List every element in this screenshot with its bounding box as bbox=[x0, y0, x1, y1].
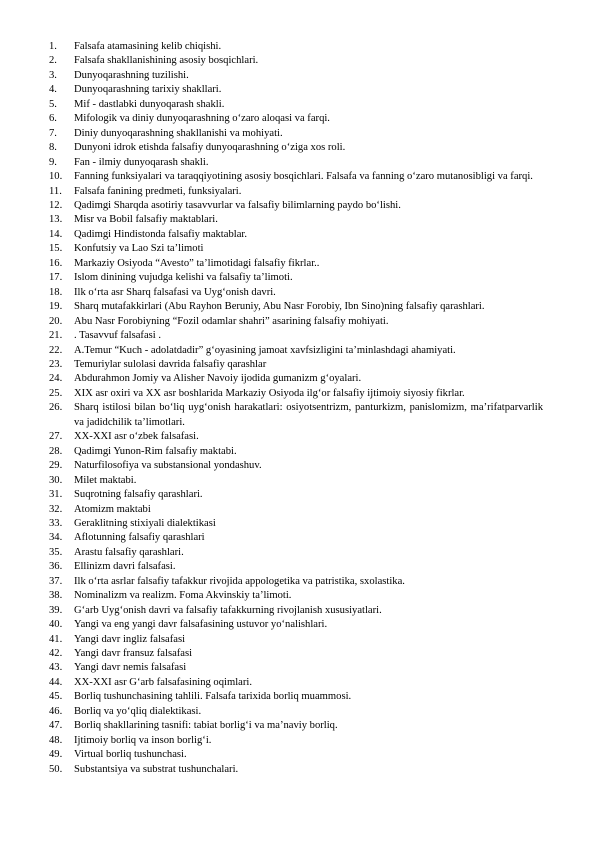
list-item bbox=[49, 271, 543, 285]
list-item bbox=[49, 575, 543, 589]
list-item-number: 2. bbox=[49, 55, 57, 67]
list-item-text: Ilk o‘rta asrlar falsafiy tafakkur rivojida appologetika va patristika, sxolastika. bbox=[74, 575, 405, 587]
list-item bbox=[49, 83, 543, 97]
list-item-number: 30. bbox=[49, 474, 63, 486]
list-item-number: 23. bbox=[49, 358, 63, 370]
list-item-number: 9. bbox=[49, 156, 57, 168]
list-item bbox=[49, 430, 543, 444]
list-item bbox=[49, 517, 543, 531]
list-item-number: 48. bbox=[49, 734, 63, 746]
list-item-number: 28. bbox=[49, 445, 63, 457]
list-item-text: Aflotunning falsafiy qarashlari bbox=[74, 532, 205, 544]
list-item-number: 27. bbox=[49, 431, 63, 443]
list-item-text: Ilk o‘rta asr Sharq falsafasi va Uyg‘onish davri. bbox=[74, 286, 276, 298]
list-item-number: 40. bbox=[49, 619, 63, 631]
list-item bbox=[49, 748, 543, 762]
list-item-text: Fanning funksiyalari va taraqqiyotining asosiy bosqichlari. Falsafa va fanning o‘zaro mutanosibligi va farqi. bbox=[74, 171, 533, 183]
list-item-number: 1. bbox=[49, 41, 57, 52]
list-item bbox=[49, 488, 543, 502]
list-item-text: Geraklitning stixiyali dialektikasi bbox=[74, 517, 216, 529]
list-item-number: 35. bbox=[49, 546, 63, 558]
list-item-number: 32. bbox=[49, 503, 63, 515]
list-item bbox=[49, 546, 543, 560]
list-item-text: XIX asr oxiri va XX asr boshlarida Markaziy Osiyoda ilg‘or falsafiy ijtimoiy siyosiy fikrlar. bbox=[74, 387, 465, 399]
list-item-number: 20. bbox=[49, 315, 63, 327]
list-item bbox=[49, 185, 543, 199]
list-item bbox=[49, 54, 543, 68]
list-item-number: 16. bbox=[49, 257, 63, 269]
list-item-number: 18. bbox=[49, 286, 63, 298]
list-item bbox=[49, 705, 543, 719]
list-item-text: Misr va Bobil falsafiy maktablari. bbox=[74, 214, 218, 226]
list-item bbox=[49, 40, 543, 54]
list-item-number: 44. bbox=[49, 676, 63, 688]
list-item bbox=[49, 300, 543, 314]
list-item bbox=[49, 445, 543, 459]
list-item bbox=[49, 170, 543, 184]
list-item-text: Konfutsiy va Lao Szi ta’limoti bbox=[74, 243, 204, 255]
list-item-text: Yangi va eng yangi davr falsafasining ustuvor yo‘nalishlari. bbox=[74, 619, 328, 631]
list-item bbox=[49, 315, 543, 329]
list-item-text: Virtual borliq tushunchasi. bbox=[74, 749, 187, 761]
list-item-text: Mifologik va diniy dunyoqarashning o‘zaro aloqasi va farqi. bbox=[74, 113, 330, 125]
list-item bbox=[49, 719, 543, 733]
list-item-number: 6. bbox=[49, 113, 57, 125]
list-item-text: Dunyoni idrok etishda falsafiy dunyoqarashning o‘ziga xos roli. bbox=[74, 142, 346, 154]
list-item bbox=[49, 387, 543, 401]
list-item-number: 50. bbox=[49, 763, 63, 775]
list-item-text: Substantsiya va substrat tushunchalari. bbox=[74, 763, 239, 775]
list-item bbox=[49, 560, 543, 574]
question-list bbox=[49, 40, 543, 777]
list-item-text: Milet maktabi. bbox=[74, 474, 137, 486]
list-item bbox=[49, 372, 543, 386]
list-item bbox=[49, 647, 543, 661]
list-item-text: Yangi davr fransuz falsafasi bbox=[74, 648, 193, 660]
list-item-number: 24. bbox=[49, 373, 63, 385]
list-item-number: 4. bbox=[49, 84, 57, 96]
list-item-number: 14. bbox=[49, 228, 63, 240]
list-item-text: Naturfilosofiya va substansional yondashuv. bbox=[74, 460, 262, 472]
list-item-number: 7. bbox=[49, 127, 57, 139]
list-item-number: 37. bbox=[49, 575, 63, 587]
list-item-text: Qadimgi Sharqda asotiriy tasavvurlar va falsafiy bilimlarning paydo bo‘lishi. bbox=[74, 199, 401, 211]
list-item bbox=[49, 213, 543, 227]
list-item-text: Abu Nasr Forobiyning “Fozil odamlar shahri” asarining falsafiy mohiyati. bbox=[74, 315, 389, 327]
list-item-number: 25. bbox=[49, 387, 63, 399]
list-item-text: A.Temur “Kuch - adolatdadir” g‘oyasining jamoat xavfsizligini ta’minlashdagi ahamiyati. bbox=[74, 344, 456, 356]
list-item-number: 17. bbox=[49, 272, 63, 284]
list-item-number: 10. bbox=[49, 171, 63, 183]
list-item-number: 31. bbox=[49, 489, 63, 501]
list-item-number: 49. bbox=[49, 749, 63, 761]
list-item-number: 26. bbox=[49, 402, 63, 414]
list-item-number: 21. bbox=[49, 330, 63, 342]
list-item bbox=[49, 286, 543, 300]
list-item bbox=[49, 156, 543, 170]
list-item bbox=[49, 199, 543, 213]
list-item-text: Borliq tushunchasining tahlili. Falsafa tarixida borliq muammosi. bbox=[74, 691, 352, 703]
list-item-text: Yangi davr ingliz falsafasi bbox=[74, 633, 186, 645]
list-item bbox=[49, 228, 543, 242]
list-item-text: Borliq va yo‘qliq dialektikasi. bbox=[74, 705, 202, 717]
list-item-number: 34. bbox=[49, 532, 63, 544]
list-item-text: Fan - ilmiy dunyoqarash shakli. bbox=[74, 156, 209, 168]
list-item bbox=[49, 127, 543, 141]
list-item-text: Falsafa fanining predmeti, funksiyalari. bbox=[74, 185, 242, 197]
list-item-text: Qadimgi Hindistonda falsafiy maktablar. bbox=[74, 228, 247, 240]
list-item-text: Sharq istilosi bilan bo‘liq uyg‘onish harakatlari: osiyotsentrizm, panturkizm, panislomizm, ma’rifatparvarlik va jadidchilik ta’limotlari. bbox=[74, 402, 543, 428]
list-item-number: 12. bbox=[49, 199, 63, 211]
list-item-text: Dunyoqarashning tuzilishi. bbox=[74, 69, 189, 81]
list-item bbox=[49, 401, 543, 430]
list-item-text: Atomizm maktabi bbox=[74, 503, 151, 515]
list-item-number: 38. bbox=[49, 590, 63, 602]
list-item bbox=[49, 257, 543, 271]
list-item-text: Ellinizm davri falsafasi. bbox=[74, 561, 176, 573]
list-item-text: Markaziy Osiyoda “Avesto” ta’limotidagi falsafiy fikrlar.. bbox=[74, 257, 320, 269]
list-item-text: Dunyoqarashning tarixiy shakllari. bbox=[74, 84, 222, 96]
list-item-number: 45. bbox=[49, 691, 63, 703]
list-item bbox=[49, 242, 543, 256]
list-item-text: Borliq shakllarining tasnifi: tabiat borlig‘i va ma’naviy borliq. bbox=[74, 720, 338, 732]
list-item-text: Falsafa shakllanishining asosiy bosqichlari. bbox=[74, 55, 259, 67]
list-item bbox=[49, 618, 543, 632]
list-item-text: Diniy dunyoqarashning shakllanishi va mohiyati. bbox=[74, 127, 283, 139]
list-item-number: 22. bbox=[49, 344, 63, 356]
list-item-number: 13. bbox=[49, 214, 63, 226]
list-item-text: Ijtimoiy borliq va inson borlig‘i. bbox=[74, 734, 212, 746]
list-item-text: Sharq mutafakkirlari (Abu Rayhon Beruniy, Abu Nasr Forobiy, Ibn Sino)ning falsafiy qarashlari. bbox=[74, 301, 485, 313]
list-item bbox=[49, 474, 543, 488]
list-item bbox=[49, 763, 543, 777]
list-item-text: Temuriylar sulolasi davrida falsafiy qarashlar bbox=[74, 358, 267, 370]
list-item-number: 8. bbox=[49, 142, 57, 154]
list-item bbox=[49, 531, 543, 545]
list-item bbox=[49, 141, 543, 155]
list-item-number: 19. bbox=[49, 301, 63, 313]
list-item-number: 29. bbox=[49, 460, 63, 472]
list-item bbox=[49, 69, 543, 83]
list-item-number: 5. bbox=[49, 98, 57, 110]
list-item-number: 47. bbox=[49, 720, 63, 732]
list-item-text: XX-XXI asr G‘arb falsafasining oqimlari. bbox=[74, 676, 252, 688]
list-item bbox=[49, 690, 543, 704]
list-item-number: 46. bbox=[49, 705, 63, 717]
list-item bbox=[49, 503, 543, 517]
list-item-text: Mif - dastlabki dunyoqarash shakli. bbox=[74, 98, 225, 110]
list-item-number: 33. bbox=[49, 517, 63, 529]
list-item bbox=[49, 459, 543, 473]
list-item bbox=[49, 589, 543, 603]
list-item-text: XX-XXI asr o‘zbek falsafasi. bbox=[74, 431, 199, 443]
list-item bbox=[49, 676, 543, 690]
list-item-text: G‘arb Uyg‘onish davri va falsafiy tafakkurning rivojlanish xususiyatlari. bbox=[74, 604, 382, 616]
list-item bbox=[49, 329, 543, 343]
list-item-text: Islom dinining vujudga kelishi va falsafiy ta’limoti. bbox=[74, 272, 293, 284]
list-item bbox=[49, 112, 543, 126]
list-item-number: 43. bbox=[49, 662, 63, 674]
list-item-number: 41. bbox=[49, 633, 63, 645]
list-item-text: Suqrotning falsafiy qarashlari. bbox=[74, 489, 203, 501]
list-item-number: 15. bbox=[49, 243, 63, 255]
list-item-text: . Tasavvuf falsafasi . bbox=[74, 330, 162, 342]
list-item-number: 11. bbox=[49, 185, 62, 197]
list-item bbox=[49, 661, 543, 675]
list-item-text: Nominalizm va realizm. Foma Akvinskiy ta’limoti. bbox=[74, 590, 292, 602]
list-item-number: 3. bbox=[49, 69, 57, 81]
list-item-text: Abdurahmon Jomiy va Alisher Navoiy ijodida gumanizm g‘oyalari. bbox=[74, 373, 362, 385]
list-item-text: Yangi davr nemis falsafasi bbox=[74, 662, 187, 674]
list-item bbox=[49, 604, 543, 618]
list-item bbox=[49, 98, 543, 112]
list-item-number: 42. bbox=[49, 648, 63, 660]
list-item-text: Qadimgi Yunon-Rim falsafiy maktabi. bbox=[74, 445, 237, 457]
list-item-text: Falsafa atamasining kelib chiqishi. bbox=[74, 41, 222, 52]
list-item bbox=[49, 633, 543, 647]
list-item bbox=[49, 344, 543, 358]
list-item bbox=[49, 358, 543, 372]
list-item bbox=[49, 734, 543, 748]
list-item-number: 36. bbox=[49, 561, 63, 573]
list-item-text: Arastu falsafiy qarashlari. bbox=[74, 546, 184, 558]
list-item-number: 39. bbox=[49, 604, 63, 616]
